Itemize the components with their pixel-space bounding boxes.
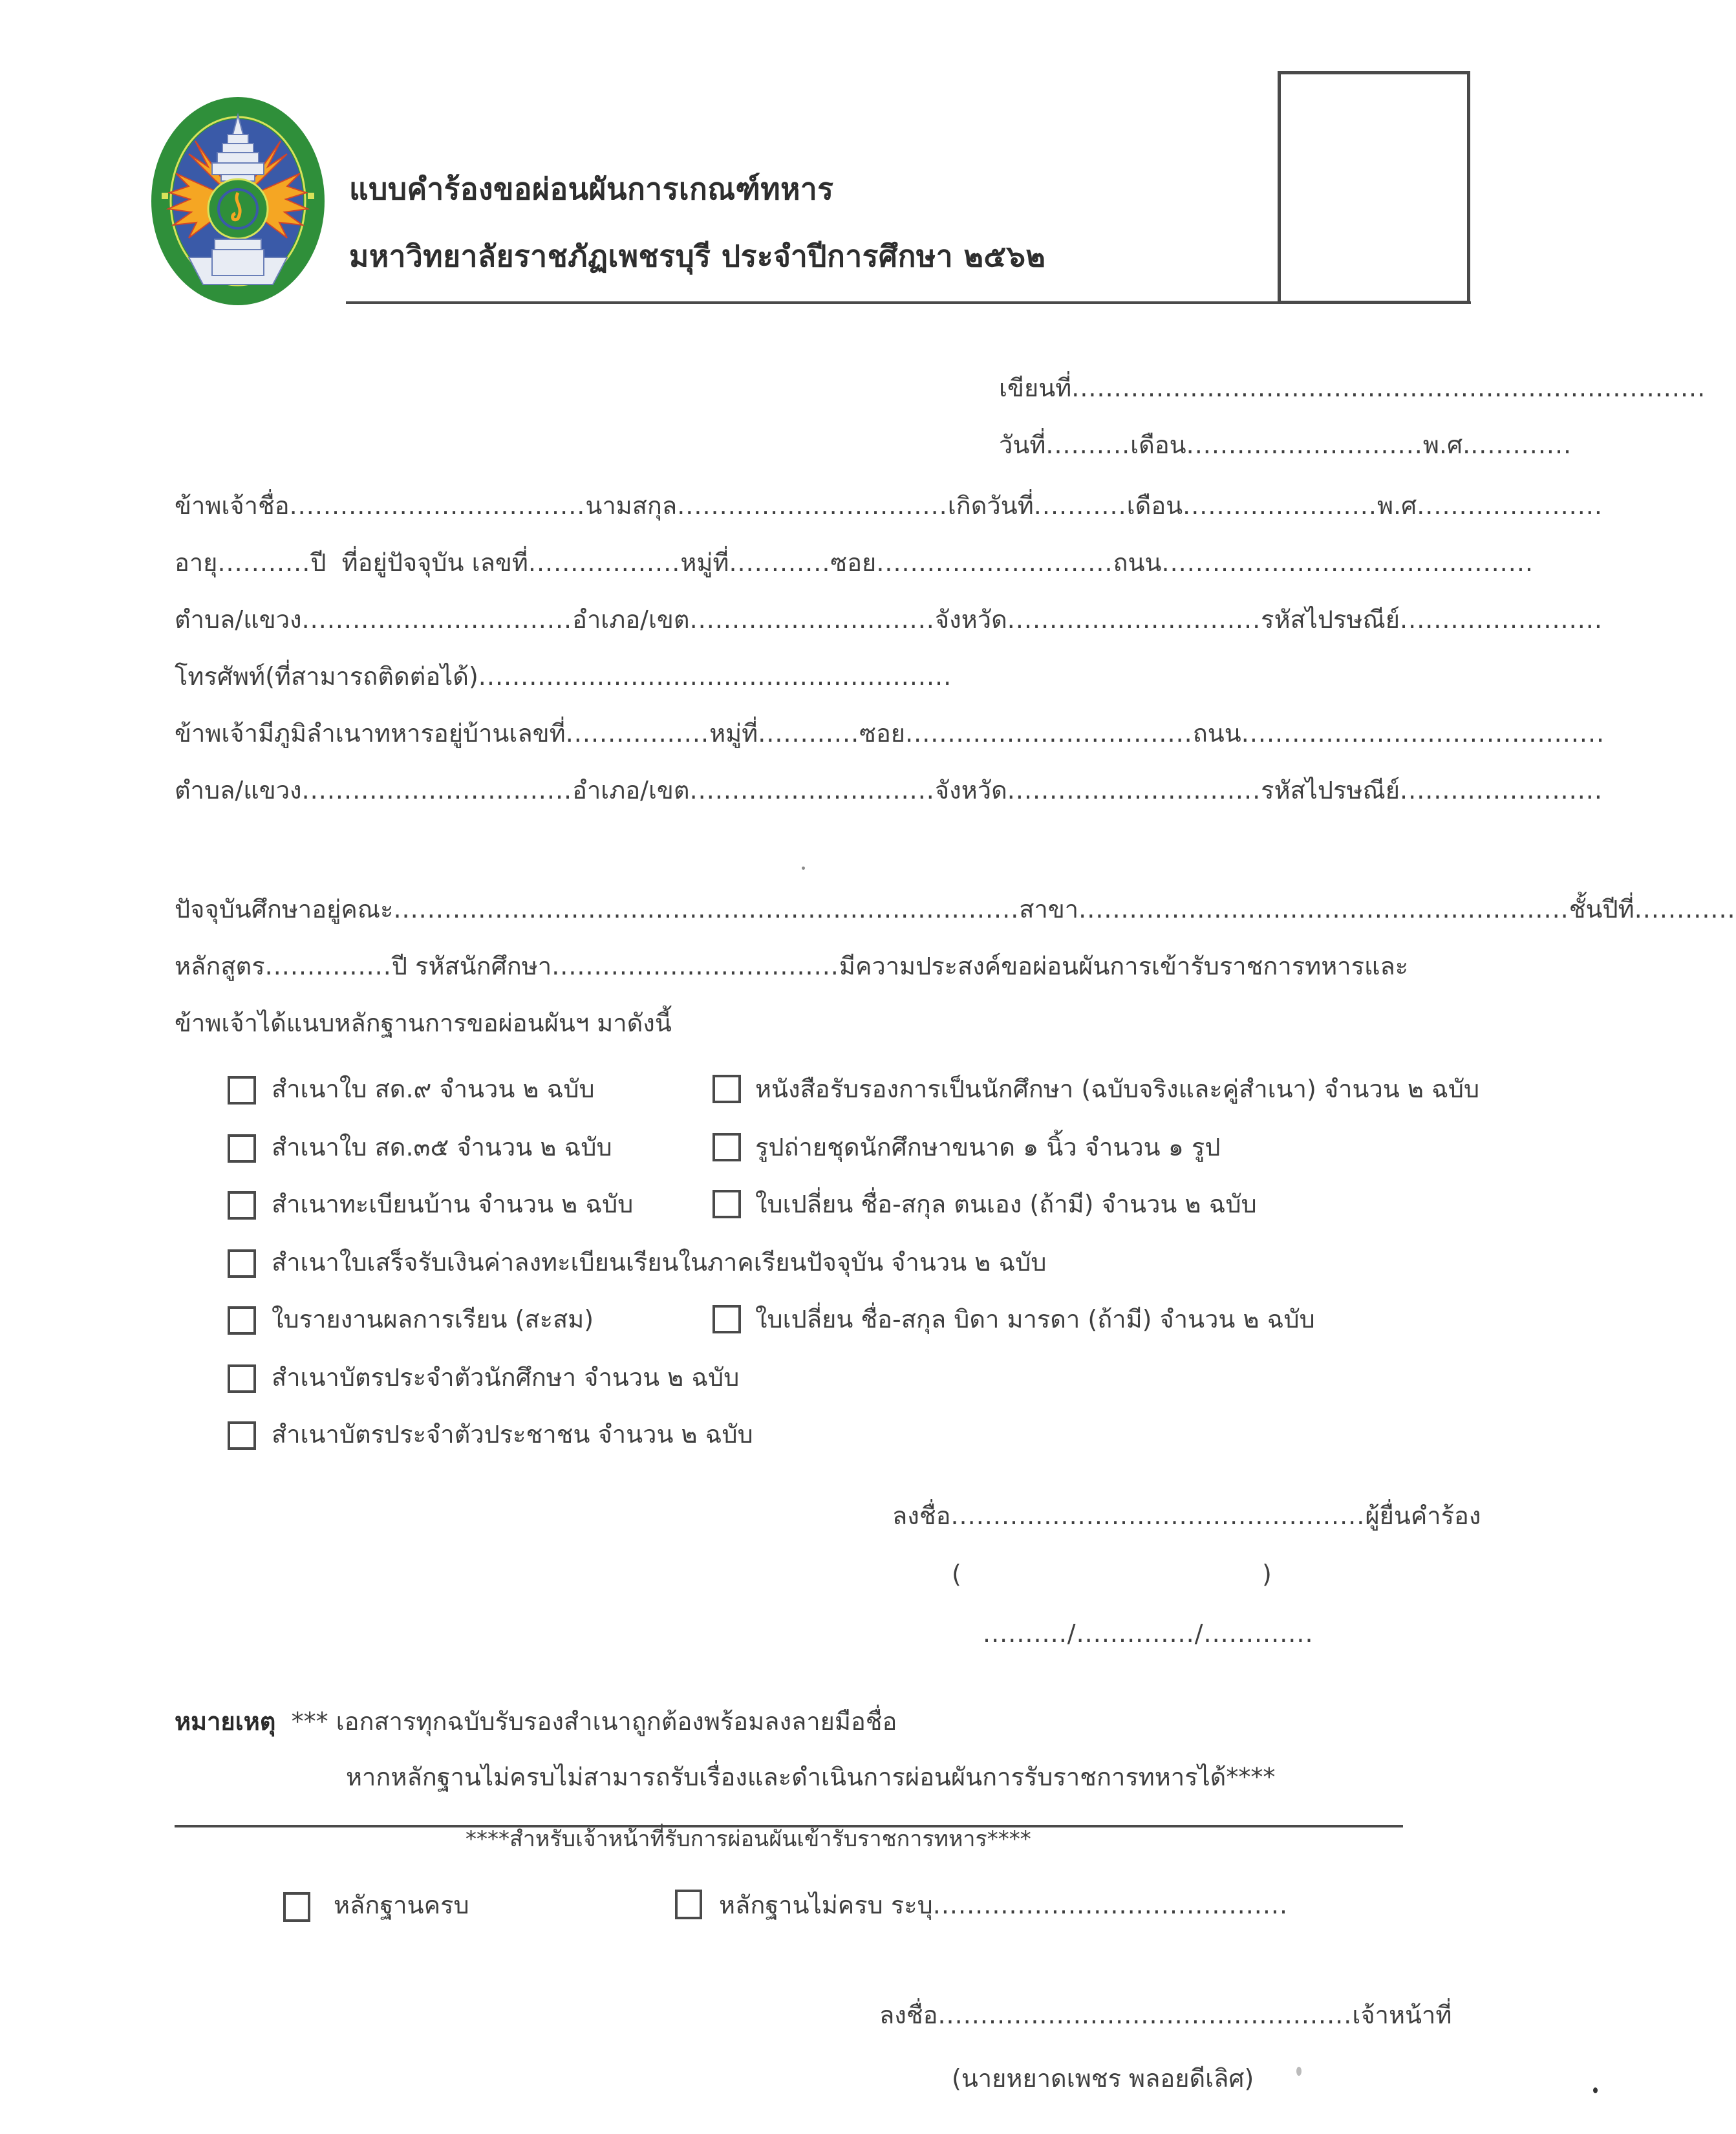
domicile-house-field[interactable]: .................: [565, 719, 710, 748]
birth-year-label: พ.ศ: [1377, 491, 1417, 520]
major-label: สาขา: [1019, 895, 1079, 923]
written-at-row: [999, 371, 1706, 405]
applicant-signature-row: [892, 1499, 1481, 1533]
domicile-label: ข้าพเจ้ามีภูมิลำเนาทหารอยู่บ้านเลขที่: [175, 719, 566, 748]
surname-field[interactable]: ................................: [677, 491, 948, 520]
document-label: สำเนาบัตรประจำตัวนักศึกษา จำนวน ๒ ฉบับ: [272, 1363, 740, 1392]
applicant-paren-open: (: [952, 1560, 961, 1588]
document-checkbox[interactable]: [228, 1134, 256, 1163]
applicant-printed-name-field[interactable]: [970, 1557, 1254, 1591]
applicant-sign-date-field[interactable]: ........../............../.............: [983, 1619, 1314, 1648]
year-label: พ.ศ.: [1422, 431, 1471, 459]
military-domicile-row: [175, 717, 1605, 750]
officer-signature-row: [879, 1998, 1452, 2032]
applicant-sign-label: ลงชื่อ: [892, 1502, 951, 1530]
university-logo: [150, 96, 326, 307]
soi-field[interactable]: ............................: [876, 548, 1113, 577]
document-label: หนังสือรับรองการเป็นนักศึกษา (ฉบับจริงและคู่สำเนา) จำนวน ๒ ฉบับ: [755, 1075, 1480, 1103]
name-field[interactable]: ...................................: [289, 491, 586, 520]
date-row: [999, 428, 1572, 462]
officer-sign-label: ลงชื่อ: [879, 2001, 938, 2029]
document-label: สำเนาบัตรประจำตัวประชาชน จำนวน ๒ ฉบับ: [272, 1420, 753, 1449]
domicile-subdistrict-label: ตำบล/แขวง: [175, 776, 302, 804]
university-title: มหาวิทยาลัยราชภัฏเพชรบุรี ประจำปีการศึกษา ๒๕๖๒: [349, 239, 1046, 274]
scan-speck: [802, 867, 805, 870]
officer-name: (นายหยาดเพชร พลอยดีเลิศ): [952, 2064, 1254, 2093]
domicile-soi-label: ซอย: [859, 719, 906, 748]
program-row: [175, 949, 1408, 983]
road-label: ถนน: [1113, 548, 1162, 577]
birth-month-field[interactable]: .......................: [1183, 491, 1377, 520]
document-checkbox[interactable]: [228, 1191, 256, 1220]
photo-box: [1278, 71, 1470, 304]
domicile-district-label: อำเภอ/เขต: [572, 776, 690, 804]
class-year-label: ชั้นปีที่: [1569, 895, 1634, 923]
applicant-district-row: [175, 603, 1603, 636]
domicile-moo-label: หมู่ที่: [709, 719, 758, 748]
birth-day-field[interactable]: ...........: [1033, 491, 1127, 520]
domicile-soi-field[interactable]: ..................................: [905, 719, 1193, 748]
faculty-row: [175, 892, 1736, 926]
document-checkbox[interactable]: [228, 1076, 256, 1105]
province-field[interactable]: ..............................: [1007, 605, 1261, 634]
subdistrict-label: ตำบล/แขวง: [175, 605, 302, 634]
postcode-field[interactable]: ........................: [1400, 605, 1603, 634]
surname-label: นามสกุล: [585, 491, 678, 520]
scan-speck: [1296, 2067, 1302, 2076]
moo-label: หมู่ที่: [680, 548, 729, 577]
name-label: ข้าพเจ้าชื่อ: [175, 491, 290, 520]
domicile-district-row: [175, 773, 1603, 807]
birth-day-label: เกิดวันที่: [947, 491, 1034, 520]
domicile-postcode-field[interactable]: ........................: [1400, 776, 1603, 804]
document-label: รูปถ่ายชุดนักศึกษาขนาด ๑ นิ้ว จำนวน ๑ รูป: [755, 1133, 1221, 1161]
document-label: สำเนาทะเบียนบ้าน จำนวน ๒ ฉบับ: [272, 1190, 634, 1218]
age-unit: ปี: [310, 548, 327, 577]
document-label: ใบเปลี่ยน ชื่อ-สกุล บิดา มารดา (ถ้ามี) จำนวน ๒ ฉบับ: [755, 1305, 1315, 1333]
domicile-district-field[interactable]: .............................: [689, 776, 935, 804]
document-label: สำเนาใบเสร็จรับเงินค่าลงทะเบียนเรียนในภาคเรียนปัจจุบัน จำนวน ๒ ฉบับ: [272, 1248, 1047, 1277]
current-address-label: ที่อยู่ปัจจุบัน เลขที่: [341, 548, 528, 577]
officer-heading: ****สำหรับเจ้าหน้าที่รับการผ่อนผันเข้ารับราชการทหาร****: [466, 1826, 1031, 1852]
student-id-field[interactable]: ..................................: [552, 952, 839, 980]
document-checkbox[interactable]: [713, 1075, 741, 1103]
document-checkbox[interactable]: [228, 1249, 256, 1278]
program-unit: ปี: [391, 952, 407, 980]
date-field[interactable]: ..........: [1045, 431, 1131, 459]
province-label: จังหวัด: [934, 605, 1007, 634]
age-label: อายุ: [175, 548, 218, 577]
evidence-incomplete-specify-field[interactable]: ..........................................: [932, 1891, 1289, 1919]
document-checkbox[interactable]: [228, 1306, 256, 1335]
document-label: สำเนาใบ สด.๓๕ จำนวน ๒ ฉบับ: [272, 1133, 612, 1161]
applicant-name-row: [175, 489, 1603, 523]
written-at-label: เขียนที่: [999, 374, 1072, 402]
birth-month-label: เดือน: [1126, 491, 1183, 520]
domicile-subdistrict-field[interactable]: ................................: [301, 776, 573, 804]
applicant-role: ผู้ยื่นคำร้อง: [1365, 1502, 1481, 1530]
phone-field[interactable]: ........................................................: [478, 662, 952, 691]
month-field[interactable]: ............................: [1186, 431, 1423, 459]
domicile-road-field[interactable]: ...........................................: [1241, 719, 1605, 748]
domicile-province-label: จังหวัด: [934, 776, 1007, 804]
domicile-province-field[interactable]: ..............................: [1007, 776, 1261, 804]
program-years-field[interactable]: ...............: [264, 952, 392, 980]
faculty-field[interactable]: ..........................................................................: [393, 895, 1020, 923]
road-field[interactable]: ............................................: [1161, 548, 1534, 577]
purpose-text: มีความประสงค์ขอผ่อนผันการเข้ารับราชการทหารและ: [839, 952, 1409, 980]
document-label: ใบเปลี่ยน ชื่อ-สกุล ตนเอง (ถ้ามี) จำนวน ๒ ฉบับ: [755, 1190, 1257, 1218]
document-checkbox[interactable]: [713, 1190, 741, 1218]
applicant-paren-close: ): [1262, 1560, 1272, 1588]
subdistrict-field[interactable]: ................................: [301, 605, 573, 634]
moo-field[interactable]: ............: [729, 548, 831, 577]
applicant-signature-field[interactable]: .................................................: [950, 1502, 1366, 1530]
domicile-moo-field[interactable]: ............: [758, 719, 860, 748]
document-label: ใบรายงานผลการเรียน (สะสม): [272, 1305, 594, 1333]
note-line-2: หากหลักฐานไม่ครบไม่สามารถรับเรื่องและดำเนินการผ่อนผันการรับราชการทหารได้****: [346, 1763, 1276, 1791]
evidence-complete-label: หลักฐานครบ: [334, 1891, 469, 1919]
document-checkbox[interactable]: [228, 1364, 256, 1393]
scan-speck: [1593, 2087, 1598, 2093]
birth-year-field[interactable]: ......................: [1417, 491, 1603, 520]
district-label: อำเภอ/เขต: [572, 605, 690, 634]
postcode-label: รหัสไปรษณีย์: [1261, 605, 1400, 634]
phone-row: [175, 660, 952, 693]
evidence-incomplete-label: หลักฐานไม่ครบ ระบุ: [719, 1891, 933, 1919]
written-at-field[interactable]: ...........................................................................: [1071, 374, 1706, 402]
document-checkbox[interactable]: [228, 1421, 256, 1450]
month-label: เดือน: [1130, 431, 1186, 459]
soi-label: ซอย: [830, 548, 877, 577]
evidence-complete-checkbox[interactable]: [283, 1892, 310, 1922]
district-field[interactable]: .............................: [689, 605, 935, 634]
date-label: วันที่: [999, 431, 1046, 459]
domicile-postcode-label: รหัสไปรษณีย์: [1261, 776, 1400, 804]
class-year-field[interactable]: ............: [1634, 895, 1736, 923]
officer-role: เจ้าหน้าที่: [1352, 2001, 1452, 2029]
note-line-1: [175, 1705, 897, 1738]
officer-signature-field[interactable]: .................................................: [938, 2001, 1353, 2029]
evidence-incomplete-row: [719, 1888, 1288, 1922]
note-text-1: *** เอกสารทุกฉบับรับรองสำเนาถูกต้องพร้อมลงลายมือชื่อ: [291, 1707, 897, 1736]
house-no-field[interactable]: ..................: [528, 548, 681, 577]
university-emblem-icon: [150, 96, 326, 307]
document-checkbox[interactable]: [713, 1133, 741, 1161]
student-id-label: รหัสนักศึกษา: [415, 952, 552, 980]
program-label: หลักสูตร: [175, 952, 265, 980]
evidence-incomplete-checkbox[interactable]: [675, 1890, 702, 1919]
phone-label: โทรศัพท์(ที่สามารถติดต่อได้): [175, 662, 478, 691]
faculty-label: ปัจจุบันศึกษาอยู่คณะ: [175, 895, 394, 923]
age-field[interactable]: ...........: [217, 548, 311, 577]
document-checkbox[interactable]: [713, 1305, 741, 1333]
domicile-road-label: ถนน: [1192, 719, 1241, 748]
major-field[interactable]: ..........................................................: [1078, 895, 1569, 923]
year-field[interactable]: ............: [1470, 431, 1572, 459]
form-title: แบบคำร้องขอผ่อนผันการเกณฑ์ทหาร: [349, 171, 834, 206]
note-label: หมายเหตุ: [175, 1707, 276, 1736]
applicant-address-row: [175, 546, 1534, 579]
document-label: สำเนาใบ สด.๙ จำนวน ๒ ฉบับ: [272, 1075, 595, 1103]
attachments-intro: ข้าพเจ้าได้แนบหลักฐานการขอผ่อนผันฯ มาดังนี้: [175, 1009, 672, 1037]
